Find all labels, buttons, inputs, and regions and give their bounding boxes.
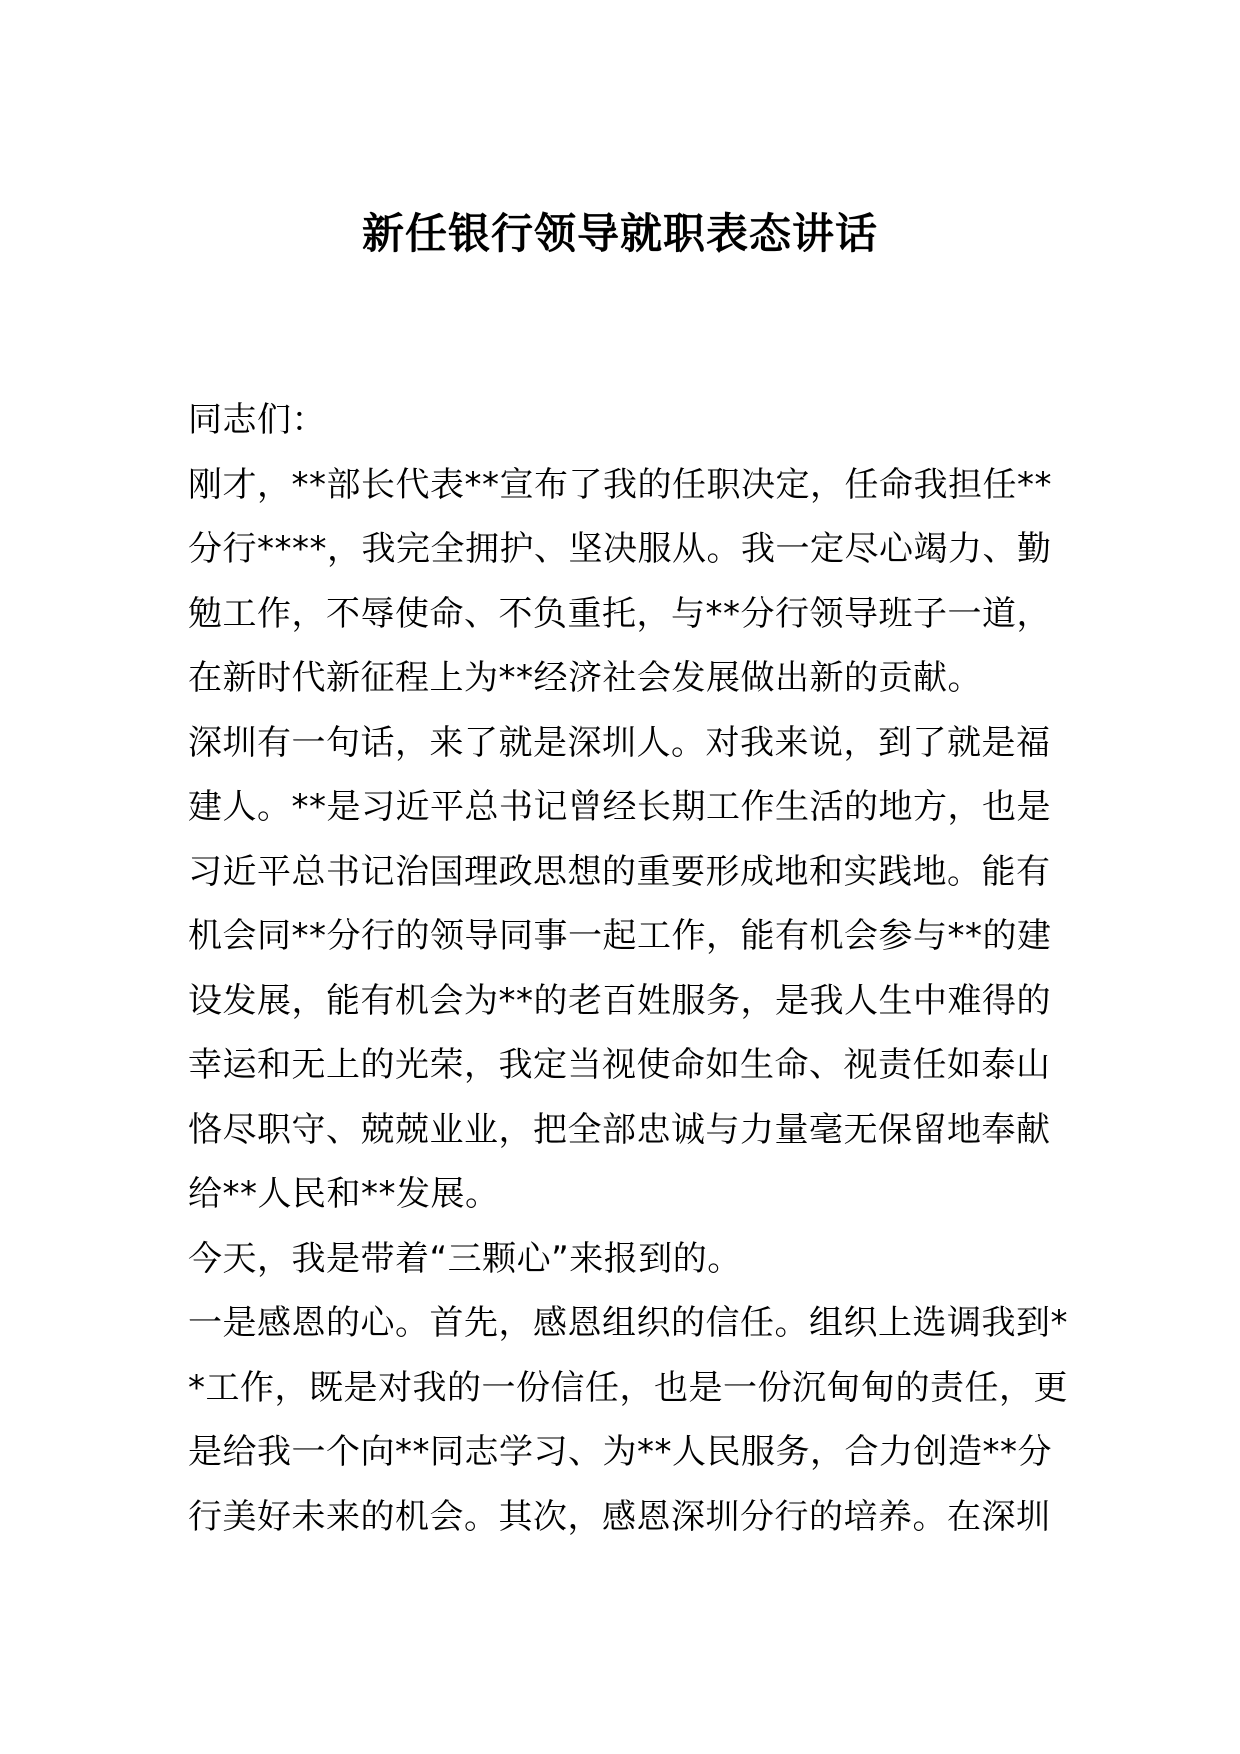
text-line: 习近平总书记治国理政思想的重要形成地和实践地。能有 <box>188 851 1051 892</box>
text-line: 恪尽职守、兢兢业业，把全部忠诚与力量毫无保留地奉献 <box>188 1109 1051 1150</box>
text-line: 行美好未来的机会。其次，感恩深圳分行的培养。在深圳 <box>188 1496 1051 1537</box>
text-line: 分行****，我完全拥护、坚决服从。我一定尽心竭力、勤 <box>188 529 1052 569</box>
document-title: 新任银行领导就职表态讲话 <box>361 209 878 258</box>
text-line: 是给我一个向**同志学习、为**人民服务，合力创造**分 <box>188 1432 1052 1472</box>
text-line: 刚才，**部长代表**宣布了我的任职决定，任命我担任** <box>188 464 1052 505</box>
text-line: 建人。**是习近平总书记曾经长期工作生活的地方，也是 <box>188 787 1051 827</box>
document-body <box>188 388 1068 1549</box>
text-line: *工作，既是对我的一份信任，也是一份沉甸甸的责任，更 <box>188 1367 1068 1408</box>
text-line: 一是感恩的心。首先，感恩组织的信任。组织上选调我到* <box>188 1303 1068 1343</box>
text-line: 勉工作，不辱使命、不负重托，与**分行领导班子一道， <box>188 593 1051 634</box>
text-line: 在新时代新征程上为**经济社会发展做出新的贡献。 <box>188 658 982 698</box>
text-line: 机会同**分行的领导同事一起工作，能有机会参与**的建 <box>188 916 1052 956</box>
text-line: 深圳有一句话，来了就是深圳人。对我来说，到了就是福 <box>188 722 1051 763</box>
text-line: 给**人民和**发展。 <box>188 1174 500 1214</box>
text-line: 今天，我是带着“三颗心”来报到的。 <box>188 1238 742 1279</box>
text-line: 同志们： <box>188 400 326 440</box>
text-line: 设发展，能有机会为**的老百姓服务，是我人生中难得的 <box>188 980 1051 1021</box>
text-line: 幸运和无上的光荣，我定当视使命如生命、视责任如泰山 <box>188 1045 1051 1085</box>
